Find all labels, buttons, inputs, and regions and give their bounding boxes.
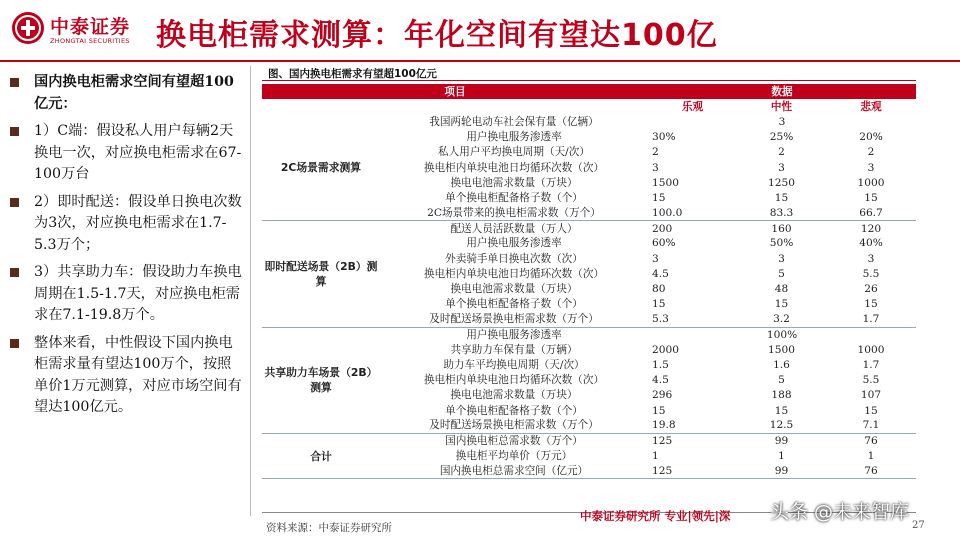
table-header-row [262, 84, 916, 99]
row-value: 7.1 [826, 418, 916, 433]
bullet-text: 2）即时配送：假设单日换电次数为3次，对应换电柜需求在1.7-5.3万个； [34, 193, 242, 253]
row-item-label: 私人用户平均换电周期（天/次） [438, 146, 590, 159]
row-value: 60% [652, 237, 676, 250]
row-value: 3 [652, 161, 659, 174]
row-item-label: 用户换电服务渗透率 [466, 131, 562, 144]
row-value: 296 [652, 389, 673, 402]
table-row [262, 221, 916, 236]
row-value: 1.5 [652, 358, 669, 371]
row-value: 15 [774, 404, 789, 417]
row-value: 3 [778, 252, 785, 265]
row-value: 1.6 [773, 358, 790, 371]
row-value: 15 [652, 298, 666, 311]
row-item-label: 共享助力车保有量（万辆） [450, 343, 578, 356]
row-value: 4.5 [652, 267, 669, 280]
row-value: 99 [774, 435, 789, 448]
row-value: 5.5 [862, 267, 880, 280]
row-value: 40% [859, 237, 883, 250]
row-value: 76 [864, 435, 878, 448]
row-value: 200 [652, 222, 673, 235]
bullet-list [8, 72, 244, 425]
header-data: 数据 [648, 84, 916, 99]
bullet-text: 1）C端：假设私人用户每辆2天换电一次，对应换电柜需求在67-100万台 [34, 123, 242, 182]
footer-brand: 中泰证券研究所 专业|领先|深 [580, 509, 731, 523]
row-value: 125 [648, 464, 737, 479]
row-item-label: 配送人员活跃数量（万人） [450, 222, 578, 235]
row-item-label: 及时配送场景换电柜需求数（万个） [380, 418, 648, 433]
row-item-label: 单个换电柜配备格子数（个） [445, 298, 583, 311]
row-value: 2 [652, 146, 659, 159]
company-logo [12, 12, 152, 50]
row-value: 25% [769, 131, 794, 144]
row-value: 15 [864, 191, 878, 204]
row-item-label: 用户换电服务渗透率 [466, 328, 562, 341]
bullet-item [8, 333, 244, 419]
bullet-text: 国内换电柜需求空间有望超100亿元： [34, 74, 234, 112]
row-value: 3 [778, 161, 785, 174]
scenario-label: 乐观 [681, 100, 704, 113]
row-value: 66.7 [826, 206, 916, 221]
table-body [262, 99, 916, 479]
row-value: 188 [771, 389, 792, 402]
row-item-label: 我国两轮电动车社会保有量（亿辆） [429, 115, 599, 128]
bullet-item [8, 262, 244, 327]
group-label: 即时配送场景（2B）测算 [262, 221, 380, 327]
row-value: 12.5 [737, 418, 826, 433]
row-value: 1000 [857, 343, 885, 356]
row-value: 26 [864, 283, 878, 296]
row-value: 1500 [652, 176, 679, 189]
square-bullet-icon [10, 268, 19, 277]
square-bullet-icon [10, 339, 19, 348]
logo-text-en: ZHONGTAI SECURITIES [50, 37, 130, 45]
row-value: 2 [867, 146, 875, 159]
table-row [262, 327, 916, 342]
row-value: 15 [652, 404, 666, 417]
row-value: 107 [860, 389, 882, 402]
column-divider [250, 66, 251, 516]
bullet-text: 3）共享助力车：假设助力车换电周期在1.5-1.7天，对应换电柜需求在7.1-19.8万个。 [34, 264, 242, 323]
row-value: 19.8 [648, 418, 737, 433]
row-value: 15 [774, 191, 789, 204]
table-row [262, 114, 916, 129]
table-top-rule [262, 80, 916, 81]
bullet-item [8, 192, 244, 257]
row-value: 30% [652, 131, 676, 144]
page-title: 换电柜需求测算：年化空间有望达100亿 [156, 18, 718, 53]
group-label: 合计 [262, 433, 380, 479]
row-value: 3 [652, 252, 659, 265]
header-divider [0, 60, 960, 62]
row-value: 50% [769, 237, 794, 250]
row-value: 4.5 [652, 374, 669, 387]
row-value: 1500 [768, 343, 795, 356]
group-label: 共享助力车场景（2B）测算 [262, 327, 380, 433]
scenario-label: 悲观 [860, 100, 882, 113]
row-value: 3 [867, 161, 875, 174]
row-item-label: 外卖骑手单日换电次数（次） [445, 252, 583, 265]
row-value: 1 [652, 450, 659, 463]
row-value: 5.3 [648, 312, 737, 327]
row-value: 80 [652, 283, 666, 296]
page-header [0, 0, 960, 62]
source-note: 资料来源：中泰证券研究所 [266, 522, 392, 534]
row-value: 2000 [652, 343, 679, 356]
row-value: 125 [652, 435, 673, 448]
bullet-item [8, 121, 244, 186]
row-item-label: 单个换电柜配备格子数（个） [445, 191, 583, 204]
row-item-label: 换电柜内单块电池日均循环次数（次） [423, 267, 605, 280]
row-value: 100.0 [648, 206, 737, 221]
row-item-label: 助力车平均换电周期（天/次） [443, 358, 585, 371]
square-bullet-icon [10, 198, 19, 207]
bullet-text: 整体来看，中性假设下国内换电柜需求量有望达100万个，按照单价1万元测算，对应市场空间有望达100亿元。 [34, 334, 242, 415]
row-value: 5.5 [862, 374, 880, 387]
page-number: 27 [912, 520, 925, 531]
row-value: 3 [778, 115, 786, 128]
row-value: 15 [864, 298, 878, 311]
row-value: 83.3 [737, 206, 826, 221]
row-value: 2 [778, 146, 785, 159]
row-item-label: 及时配送场景换电柜需求数（万个） [380, 312, 648, 327]
row-value: 1250 [768, 176, 795, 189]
row-value: 20% [859, 131, 883, 144]
row-item-label: 换电柜平均单价（万元） [455, 450, 573, 463]
bullet-item [8, 72, 244, 115]
row-value: 1.7 [862, 358, 880, 371]
table-title: 图、国内换电柜需求有望超100亿元 [268, 68, 437, 80]
row-value: 3 [867, 252, 875, 265]
row-item-label: 换电柜内单块电池日均循环次数（次） [423, 374, 605, 387]
row-item-label: 用户换电服务渗透率 [466, 237, 562, 250]
row-value: 1 [778, 450, 785, 463]
row-value: 1.7 [826, 312, 916, 327]
square-bullet-icon [10, 78, 19, 87]
scenario-label: 中性 [770, 100, 793, 113]
row-value: 76 [826, 464, 916, 479]
logo-text-cn: 中泰证券 [50, 16, 131, 38]
row-value: 1 [867, 450, 875, 463]
demand-table [262, 84, 916, 479]
row-value: 100% [766, 328, 798, 341]
row-item-label: 换电电池需求数量（万块） [450, 283, 578, 296]
row-value: 1000 [857, 176, 885, 189]
row-item-label: 换电电池需求数量（万块） [450, 389, 578, 402]
row-value: 15 [774, 298, 789, 311]
header-item: 项目 [262, 84, 648, 99]
row-item-label: 国内换电柜总需求数（万个） [445, 435, 583, 448]
row-item-label: 换电电池需求数量（万块） [450, 176, 578, 189]
scenario-header-row [262, 99, 916, 114]
table-row [262, 433, 916, 448]
row-value: 15 [864, 404, 878, 417]
row-item-label: 国内换电柜总需求空间（亿元） [380, 464, 648, 479]
row-value: 5 [778, 374, 785, 387]
row-item-label: 2C场景带来的换电柜需求数（万个） [380, 206, 648, 221]
row-value: 3.2 [737, 312, 826, 327]
watermark: 头条 @未来智库 [770, 501, 910, 523]
row-item-label: 单个换电柜配备格子数（个） [445, 404, 583, 417]
square-bullet-icon [10, 127, 19, 136]
row-value: 99 [737, 464, 826, 479]
row-value: 5 [778, 267, 785, 280]
row-value: 48 [774, 283, 789, 296]
row-value: 15 [652, 191, 666, 204]
group-label: 2C场景需求测算 [262, 114, 380, 220]
logo-emblem-icon [12, 12, 44, 44]
row-item-label: 换电柜内单块电池日均循环次数（次） [423, 161, 605, 174]
row-value: 160 [771, 222, 792, 235]
row-value: 120 [860, 222, 882, 235]
